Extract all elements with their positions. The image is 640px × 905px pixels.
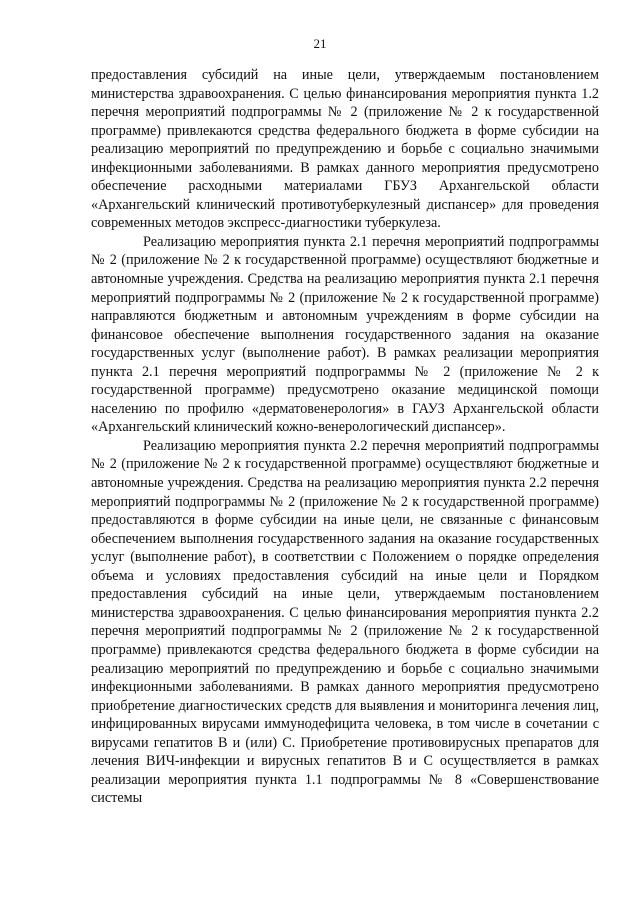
- page-number: 21: [313, 36, 327, 51]
- document-body: [91, 66, 599, 808]
- paragraph-measure-2-1: Реализацию мероприятия пункта 2.1 перечня мероприятий подпрограммы № 2 (приложение № 2 к государственной программе) осуществляют бюджетные и автономные учреждения. Средства на реализацию мероприятия пункта 2.1 перечня мероприятий подпрограммы № 2 (приложение № 2 к государственной программе) направляются бюджетным и автономным учреждениям в форме субсидии на финансовое обеспечение выполнения государственного задания на оказание государственных услуг (выполнение работ). В рамках реализации мероприятия пункта 2.1 перечня мероприятий подпрограммы № 2 (приложение № 2 к государственной программе) предусмотрено оказание медицинской помощи населению по профилю «дерматовенерология» в ГАУЗ Архангельской области «Архангельский клинический кожно-венерологический диспансер».: [91, 233, 599, 436]
- paragraph-continuation: предоставления субсидий на иные цели, утверждаемым постановлением министерства здравоохранения. С целью финансирования мероприятия пункта 1.2 перечня мероприятий подпрограммы № 2 (приложение № 2 к государственной программе) привлекаются средства федерального бюджета в форме субсидии на реализацию мероприятий по предупреждению и борьбе с социально значимыми инфекционными заболеваниями. В рамках данного мероприятия предусмотрено обеспечение расходными материалами ГБУЗ Архангельской области «Архангельский клинический противотуберкулезный диспансер» для проведения современных методов экспресс-диагностики туберкулеза.: [91, 67, 599, 232]
- paragraph-measure-2-2: Реализацию мероприятия пункта 2.2 перечня мероприятий подпрограммы № 2 (приложение № 2 к государственной программе) осуществляют бюджетные и автономные учреждения. Средства на реализацию мероприятия пункта 2.2 перечня мероприятий подпрограммы № 2 (приложение № 2 к государственной программе) предоставляются в форме субсидии на иные цели, не связанные с финансовым обеспечением выполнения государственного задания на оказание государственных услуг (выполнение работ), в соответствии с Положением о порядке определения объема и условиях предоставления субсидий на иные цели и Порядком предоставления субсидий на иные цели, утверждаемым постановлением министерства здравоохранения. С целью финансирования мероприятия пункта 2.2 перечня мероприятий подпрограммы № 2 (приложение № 2 к государственной программе) привлекаются средства федерального бюджета в форме субсидии на реализацию мероприятий по предупреждению и борьбе с социально значимыми инфекционными заболеваниями. В рамках данного мероприятия предусмотрено приобретение диагностических средств для выявления и мониторинга лечения лиц, инфицированных вирусами иммунодефицита человека, в том числе в сочетании с вирусами гепатитов В и (или) С. Приобретение противовирусных препаратов для лечения ВИЧ-инфекции и вирусных гепатитов В и С осуществляется в рамках реализации мероприятия пункта 1.1 подпрограммы № 8 «Совершенствование системы: [91, 437, 599, 807]
